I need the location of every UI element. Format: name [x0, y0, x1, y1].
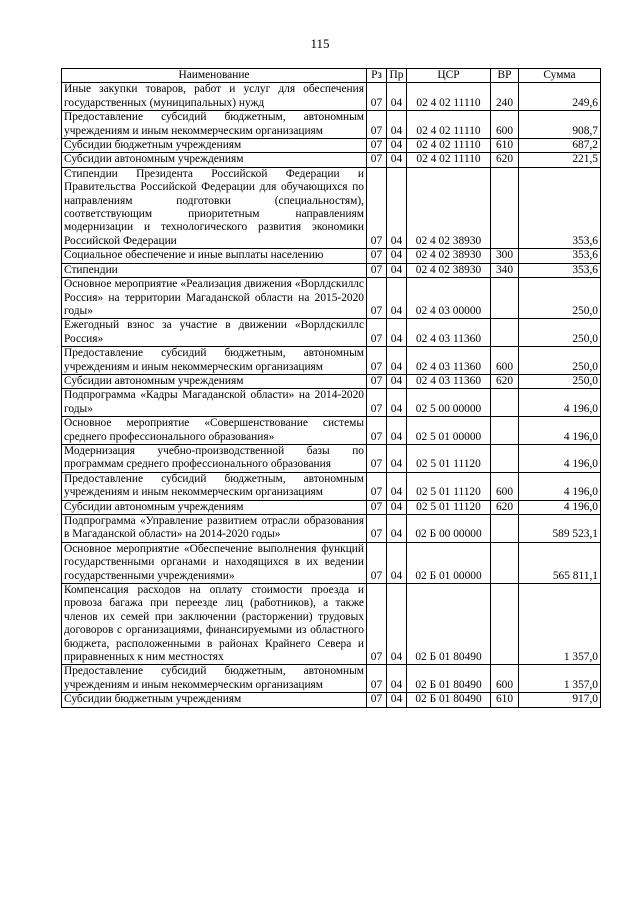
cell-sum: 249,6	[519, 83, 601, 111]
cell-csr: 02 Б 01 00000	[407, 542, 491, 583]
table-row	[62, 417, 601, 445]
cell-csr: 02 4 03 11360	[407, 347, 491, 375]
cell-pr: 04	[387, 139, 407, 153]
cell-name: Предоставление субсидий бюджетным, автономным учреждениям и иным некоммерческим организациям	[62, 111, 367, 139]
cell-vr: 610	[491, 693, 519, 707]
cell-sum: 250,0	[519, 347, 601, 375]
cell-name: Предоставление субсидий бюджетным, автономным учреждениям и иным некоммерческим организациям	[62, 665, 367, 693]
cell-pr: 04	[387, 263, 407, 277]
cell-vr	[491, 278, 519, 319]
table-row	[62, 83, 601, 111]
cell-name: Социальное обеспечение и иные выплаты населению	[62, 249, 367, 263]
header-rz: Рз	[367, 69, 387, 83]
table-row	[62, 389, 601, 417]
table-row	[62, 139, 601, 153]
budget-table	[61, 68, 601, 708]
cell-sum: 353,6	[519, 263, 601, 277]
cell-vr	[491, 515, 519, 543]
cell-csr: 02 Б 00 00000	[407, 515, 491, 543]
cell-vr	[491, 444, 519, 472]
cell-pr: 04	[387, 153, 407, 167]
cell-pr: 04	[387, 111, 407, 139]
cell-pr: 04	[387, 417, 407, 445]
table-row	[62, 693, 601, 707]
cell-vr: 240	[491, 83, 519, 111]
cell-name: Подпрограмма «Кадры Магаданской области» на 2014-2020 годы»	[62, 389, 367, 417]
cell-pr: 04	[387, 278, 407, 319]
cell-csr: 02 4 02 38930	[407, 249, 491, 263]
table-row	[62, 515, 601, 543]
cell-sum: 250,0	[519, 319, 601, 347]
cell-csr: 02 5 00 00000	[407, 389, 491, 417]
cell-pr: 04	[387, 472, 407, 500]
cell-rz: 07	[367, 139, 387, 153]
cell-rz: 07	[367, 374, 387, 388]
cell-sum: 565 811,1	[519, 542, 601, 583]
cell-sum: 353,6	[519, 167, 601, 248]
cell-sum: 1 357,0	[519, 665, 601, 693]
cell-csr: 02 5 01 00000	[407, 417, 491, 445]
cell-name: Субсидии бюджетным учреждениям	[62, 693, 367, 707]
cell-vr	[491, 389, 519, 417]
cell-pr: 04	[387, 374, 407, 388]
table-row	[62, 249, 601, 263]
cell-name: Основное мероприятие «Обеспечение выполнения функций государственными органами и находящихся в их ведении государственными учреждениями»	[62, 542, 367, 583]
table-row	[62, 153, 601, 167]
cell-pr: 04	[387, 389, 407, 417]
table-body	[62, 83, 601, 707]
cell-name: Субсидии автономным учреждениям	[62, 500, 367, 514]
cell-vr: 620	[491, 374, 519, 388]
cell-sum: 4 196,0	[519, 500, 601, 514]
cell-vr: 620	[491, 500, 519, 514]
cell-name: Подпрограмма «Управление развитием отрасли образования в Магаданской области» на 2014-2020 годы»	[62, 515, 367, 543]
cell-vr	[491, 417, 519, 445]
cell-rz: 07	[367, 584, 387, 665]
cell-vr: 620	[491, 153, 519, 167]
table-row	[62, 167, 601, 248]
cell-sum: 4 196,0	[519, 444, 601, 472]
cell-rz: 07	[367, 500, 387, 514]
header-sum: Сумма	[519, 69, 601, 83]
cell-csr: 02 5 01 11120	[407, 500, 491, 514]
cell-sum: 4 196,0	[519, 472, 601, 500]
cell-pr: 04	[387, 584, 407, 665]
cell-name: Стипендии Президента Российской Федерации и Правительства Российской Федерации для обучающихся по направлениям подготовки (специальностям), соответствующим приоритетным направлениям модернизации и технологического развития экономики Российской Федерации	[62, 167, 367, 248]
table-row	[62, 665, 601, 693]
cell-name: Компенсация расходов на оплату стоимости проезда и провоза багажа при переезде лиц (работников), а также членов их семей при заключении (расторжении) трудовых договоров с организациями, финансируемыми из областного бюджета, расположенными в районах Крайнего Севера и приравненных к ним местностях	[62, 584, 367, 665]
cell-rz: 07	[367, 389, 387, 417]
cell-name: Основное мероприятие «Реализация движения «Ворлдскиллс Россия» на территории Магаданской области на 2015-2020 годы»	[62, 278, 367, 319]
cell-sum: 4 196,0	[519, 417, 601, 445]
cell-pr: 04	[387, 500, 407, 514]
cell-rz: 07	[367, 444, 387, 472]
table-row	[62, 263, 601, 277]
cell-sum: 589 523,1	[519, 515, 601, 543]
cell-rz: 07	[367, 278, 387, 319]
cell-name: Иные закупки товаров, работ и услуг для обеспечения государственных (муниципальных) нужд	[62, 83, 367, 111]
header-vr: ВР	[491, 69, 519, 83]
cell-vr	[491, 542, 519, 583]
cell-sum: 250,0	[519, 278, 601, 319]
cell-rz: 07	[367, 347, 387, 375]
cell-csr: 02 Б 01 80490	[407, 665, 491, 693]
cell-csr: 02 4 02 11110	[407, 153, 491, 167]
cell-vr	[491, 319, 519, 347]
cell-name: Основное мероприятие «Совершенствование системы среднего профессионального образования»	[62, 417, 367, 445]
table-row	[62, 542, 601, 583]
cell-pr: 04	[387, 665, 407, 693]
table-row	[62, 278, 601, 319]
cell-name: Субсидии автономным учреждениям	[62, 153, 367, 167]
cell-rz: 07	[367, 417, 387, 445]
table-header-row	[62, 69, 601, 83]
cell-rz: 07	[367, 319, 387, 347]
header-pr: Пр	[387, 69, 407, 83]
cell-csr: 02 4 02 38930	[407, 167, 491, 248]
cell-vr: 600	[491, 347, 519, 375]
cell-vr: 600	[491, 111, 519, 139]
cell-sum: 1 357,0	[519, 584, 601, 665]
cell-csr: 02 4 02 38930	[407, 263, 491, 277]
cell-name: Стипендии	[62, 263, 367, 277]
cell-vr: 600	[491, 665, 519, 693]
cell-name: Субсидии автономным учреждениям	[62, 374, 367, 388]
cell-name: Предоставление субсидий бюджетным, автономным учреждениям и иным некоммерческим организациям	[62, 347, 367, 375]
cell-sum: 4 196,0	[519, 389, 601, 417]
cell-pr: 04	[387, 693, 407, 707]
cell-vr: 300	[491, 249, 519, 263]
cell-csr: 02 4 03 11360	[407, 319, 491, 347]
cell-rz: 07	[367, 693, 387, 707]
table-row	[62, 374, 601, 388]
cell-name: Ежегодный взнос за участие в движении «Ворлдскиллс Россия»	[62, 319, 367, 347]
cell-rz: 07	[367, 542, 387, 583]
cell-pr: 04	[387, 347, 407, 375]
cell-vr: 340	[491, 263, 519, 277]
table-row	[62, 444, 601, 472]
cell-csr: 02 4 03 00000	[407, 278, 491, 319]
cell-sum: 221,5	[519, 153, 601, 167]
cell-rz: 07	[367, 153, 387, 167]
table-row	[62, 319, 601, 347]
cell-csr: 02 Б 01 80490	[407, 693, 491, 707]
cell-vr: 600	[491, 472, 519, 500]
cell-vr: 610	[491, 139, 519, 153]
page-number: 115	[310, 36, 330, 51]
cell-sum: 250,0	[519, 374, 601, 388]
cell-rz: 07	[367, 515, 387, 543]
cell-rz: 07	[367, 249, 387, 263]
cell-sum: 917,0	[519, 693, 601, 707]
cell-name: Субсидии бюджетным учреждениям	[62, 139, 367, 153]
cell-rz: 07	[367, 665, 387, 693]
cell-pr: 04	[387, 167, 407, 248]
cell-pr: 04	[387, 249, 407, 263]
cell-sum: 908,7	[519, 111, 601, 139]
cell-vr	[491, 584, 519, 665]
cell-pr: 04	[387, 319, 407, 347]
cell-csr: 02 4 02 11110	[407, 83, 491, 111]
cell-sum: 687,2	[519, 139, 601, 153]
cell-pr: 04	[387, 83, 407, 111]
cell-csr: 02 4 03 11360	[407, 374, 491, 388]
table-row	[62, 472, 601, 500]
table-row	[62, 500, 601, 514]
cell-csr: 02 5 01 11120	[407, 472, 491, 500]
cell-rz: 07	[367, 472, 387, 500]
header-name: Наименование	[62, 69, 367, 83]
cell-rz: 07	[367, 263, 387, 277]
cell-csr: 02 5 01 11120	[407, 444, 491, 472]
cell-rz: 07	[367, 111, 387, 139]
header-csr: ЦСР	[407, 69, 491, 83]
table-row	[62, 584, 601, 665]
cell-name: Предоставление субсидий бюджетным, автономным учреждениям и иным некоммерческим организациям	[62, 472, 367, 500]
cell-sum: 353,6	[519, 249, 601, 263]
table-row	[62, 347, 601, 375]
cell-pr: 04	[387, 444, 407, 472]
cell-rz: 07	[367, 83, 387, 111]
cell-csr: 02 Б 01 80490	[407, 584, 491, 665]
cell-name: Модернизация учебно-производственной базы по программам среднего профессионального образования	[62, 444, 367, 472]
cell-rz: 07	[367, 167, 387, 248]
cell-csr: 02 4 02 11110	[407, 139, 491, 153]
cell-pr: 04	[387, 515, 407, 543]
cell-csr: 02 4 02 11110	[407, 111, 491, 139]
table-row	[62, 111, 601, 139]
cell-vr	[491, 167, 519, 248]
cell-pr: 04	[387, 542, 407, 583]
